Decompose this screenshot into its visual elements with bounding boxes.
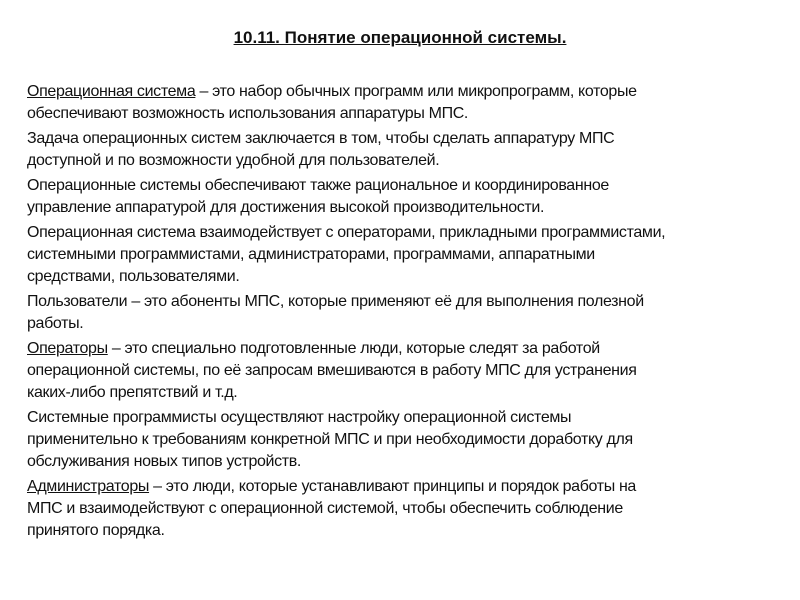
text-line: [27, 313, 787, 335]
paragraph: [27, 175, 787, 219]
text-line: [27, 520, 787, 542]
line-text: управление аппаратурой для достижения высокой производительности.: [27, 199, 545, 216]
text-line: [27, 81, 787, 103]
line-text: применительно к требованиям конкретной МПС и при необходимости доработку для: [27, 431, 633, 448]
defined-term: Операторы: [27, 340, 108, 357]
paragraph: [27, 476, 787, 542]
defined-term: Операционная система: [27, 83, 196, 100]
line-text: – это набор обычных программ или микропрограмм, которые: [195, 83, 637, 100]
paragraph: [27, 81, 787, 125]
paragraph: [27, 128, 787, 172]
line-text: каких-либо препятствий и т.д.: [27, 384, 238, 401]
text-line: [27, 498, 787, 520]
text-line: [27, 291, 787, 313]
text-line: [27, 128, 787, 150]
line-text: операционной системы, по её запросам вмешиваются в работу МПС для устранения: [27, 362, 637, 379]
line-text: Операционная система взаимодействует с операторами, прикладными программистами,: [27, 224, 666, 241]
text-line: [27, 222, 787, 244]
text-line: [27, 451, 787, 473]
line-text: системными программистами, администраторами, программами, аппаратными: [27, 246, 595, 263]
paragraph: [27, 222, 787, 288]
text-line: [27, 175, 787, 197]
line-text: обеспечивают возможность использования аппаратуры МПС.: [27, 105, 469, 122]
text-line: [27, 407, 787, 429]
text-line: [27, 429, 787, 451]
line-text: – это специально подготовленные люди, которые следят за работой: [107, 340, 600, 357]
text-line: [27, 197, 787, 219]
text-line: [27, 360, 787, 382]
line-text: Системные программисты осуществляют настройку операционной системы: [27, 409, 572, 426]
paragraph: [27, 407, 787, 473]
line-text: – это люди, которые устанавливают принципы и порядок работы на: [149, 478, 636, 495]
text-line: [27, 382, 787, 404]
line-text: принятого порядка.: [27, 522, 165, 539]
document-body: [27, 81, 787, 545]
text-line: [27, 476, 787, 498]
text-line: [27, 150, 787, 172]
line-text: работы.: [27, 315, 84, 332]
line-text: средствами, пользователями.: [27, 268, 240, 285]
line-text: Операционные системы обеспечивают также рациональное и координированное: [27, 177, 609, 194]
line-text: Задача операционных систем заключается в том, чтобы сделать аппаратуру МПС: [27, 130, 615, 147]
paragraph: [27, 338, 787, 404]
page-title: 10.11. Понятие операционной системы.: [233, 28, 567, 47]
line-text: доступной и по возможности удобной для пользователей.: [27, 152, 440, 169]
paragraph: [27, 291, 787, 335]
text-line: [27, 266, 787, 288]
line-text: МПС и взаимодействуют с операционной системой, чтобы обеспечить соблюдение: [27, 500, 623, 517]
defined-term: Администраторы: [27, 478, 150, 495]
text-line: [27, 338, 787, 360]
text-line: [27, 103, 787, 125]
line-text: Пользователи – это абоненты МПС, которые применяют её для выполнения полезной: [27, 293, 644, 310]
text-line: [27, 244, 787, 266]
line-text: обслуживания новых типов устройств.: [27, 453, 302, 470]
